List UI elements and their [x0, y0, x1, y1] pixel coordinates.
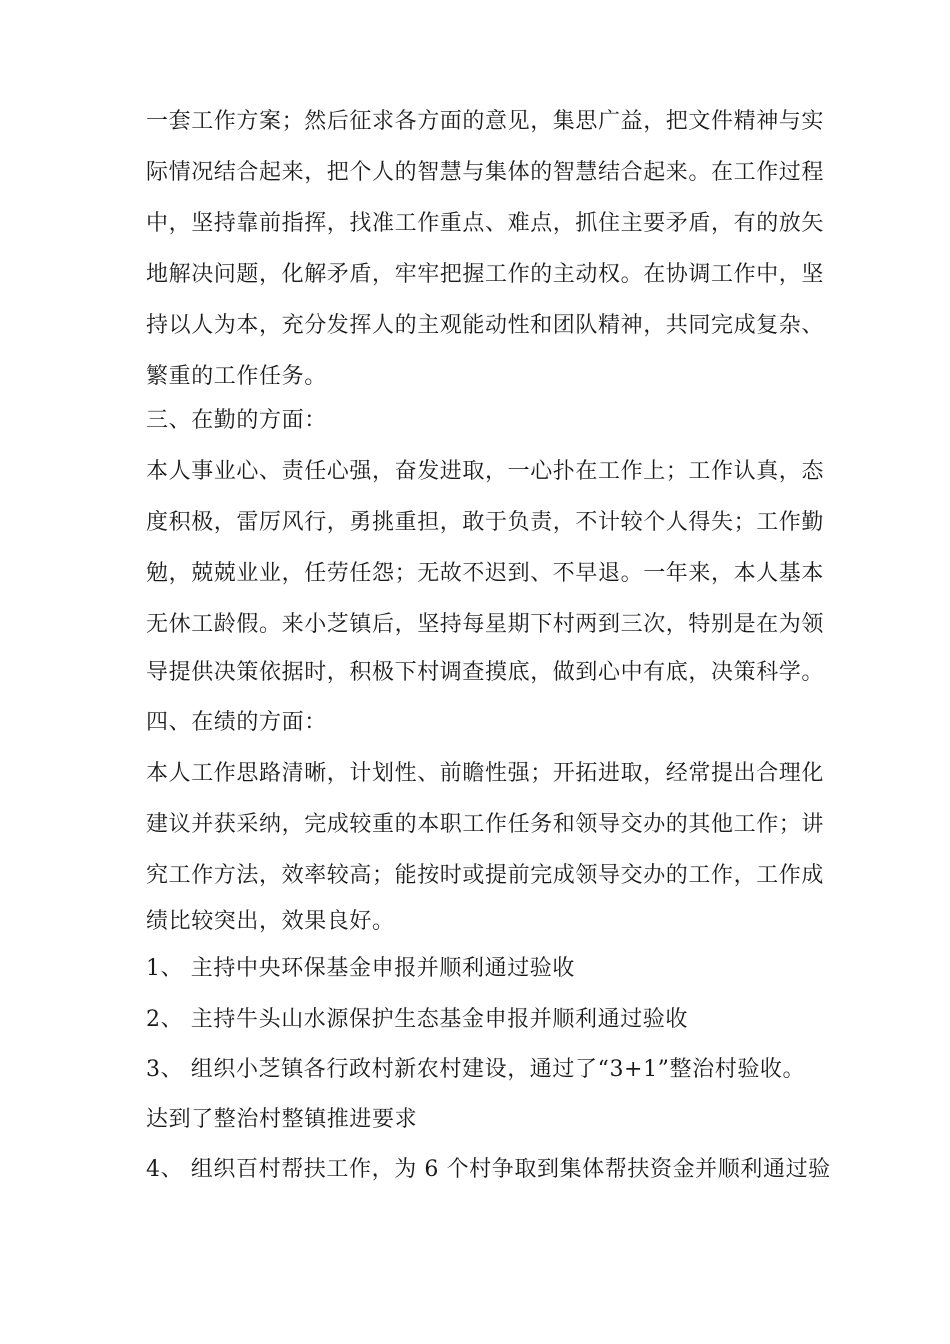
text-line: 究工作方法，效率较高；能按时或提前完成领导交办的工作，工作成 [146, 863, 825, 888]
text-line: 绩比较突出，效果良好。 [146, 909, 395, 934]
text-line: 导提供决策依据时，积极下村调查摸底，做到心中有底，决策科学。 [146, 660, 825, 685]
list-item: 1、 主持中央环保基金申报并顺利通过验收 [146, 956, 575, 981]
text-line: 勉，兢兢业业，任劳任怨；无故不迟到、不早退。一年来，本人基本 [146, 561, 825, 586]
text-line: 无休工龄假。来小芝镇后，坚持每星期下村两到三次，特别是在为领 [146, 612, 825, 637]
list-item: 2、 主持牛头山水源保护生态基金申报并顺利通过验收 [146, 1007, 688, 1032]
text-line: 建议并获采纳，完成较重的本职工作任务和领导交办的其他工作；讲 [146, 812, 825, 837]
text-line: 地解决问题，化解矛盾，牢牢把握工作的主动权。在协调工作中，坚 [146, 262, 825, 287]
list-item: 3、 组织小芝镇各行政村新农村建设，通过了“3+1”整治村验收。 [146, 1057, 806, 1082]
text-line: 持以人为本，充分发挥人的主观能动性和团队精神，共同完成复杂、 [146, 313, 825, 338]
text-line: 繁重的工作任务。 [146, 364, 327, 389]
text-line: 达到了整治村整镇推进要求 [146, 1107, 418, 1132]
section-heading: 四、在绩的方面： [146, 710, 327, 735]
text-line: 本人事业心、责任心强，奋发进取，一心扑在工作上；工作认真，态 [146, 459, 825, 484]
list-item: 4、 组织百村帮扶工作，为 6 个村争取到集体帮扶资金并顺利通过验 [146, 1157, 831, 1182]
text-line: 中，坚持靠前指挥，找准工作重点、难点，抓住主要矛盾，有的放矢 [146, 211, 825, 236]
text-line: 际情况结合起来，把个人的智慧与集体的智慧结合起来。在工作过程 [146, 160, 825, 185]
text-line: 度积极，雷厉风行，勇挑重担，敢于负责，不计较个人得失；工作勤 [146, 510, 825, 535]
section-heading: 三、在勤的方面： [146, 408, 327, 433]
text-line: 本人工作思路清晰，计划性、前瞻性强；开拓进取，经常提出合理化 [146, 761, 825, 786]
text-line: 一套工作方案；然后征求各方面的意见，集思广益，把文件精神与实 [146, 109, 825, 134]
